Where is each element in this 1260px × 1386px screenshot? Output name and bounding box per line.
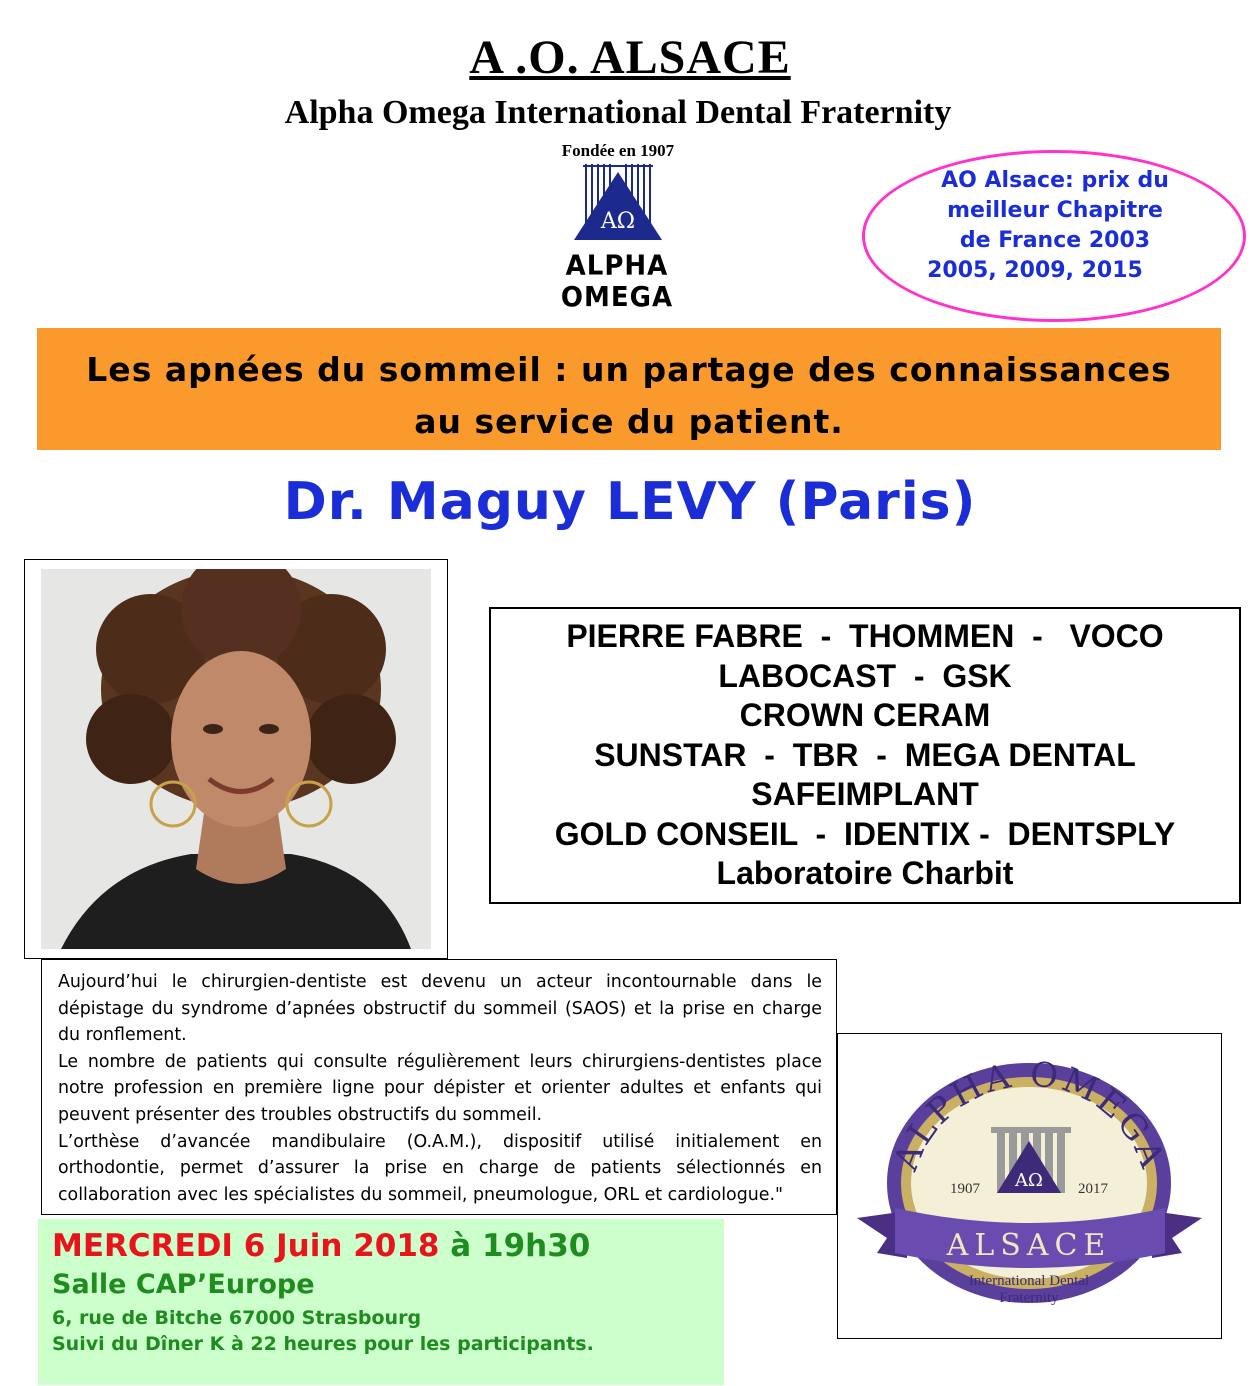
award-line: AO Alsace: prix du (941, 168, 1169, 193)
topic-line: au service du patient. (414, 402, 844, 441)
svg-text:AΩ: AΩ (600, 209, 636, 234)
sponsor-line: CROWN CERAM (739, 697, 991, 733)
alpha-omega-logo-text: ALPHA OMEGA (560, 250, 674, 314)
event-datetime (52, 1228, 590, 1264)
award-line: meilleur Chapitre (947, 198, 1163, 223)
event-time-prefix: à (439, 1228, 483, 1264)
event-time: 19h30 (482, 1228, 591, 1264)
sponsor-line: GOLD CONSEIL - IDENTIX - DENTSPLY (554, 815, 1176, 852)
badge-ribbon-text: ALSACE (946, 1228, 1112, 1263)
description-paragraph: L’orthèse d’avancée mandibulaire (O.A.M.), dispositif utilisé initialement en orthodontie, permet d’assurer la prise en charge de patients sélectionnés en collaboration avec les spécialistes du sommeil, pneumologue, ORL et cardiologue." (58, 1131, 822, 1205)
page-subtitle: Alpha Omega International Dental Fraternity (284, 94, 952, 131)
event-address: 6, rue de Bitche 67000 Strasbourg (52, 1307, 422, 1329)
page-title: A .O. ALSACE (469, 31, 791, 84)
description-paragraph: Le nombre de patients qui consulte régulièrement leurs chirurgiens-dentistes place notre profession en première ligne pour dépister et orienter adultes et enfants qui peuvent présenter des troubles obstructifs du sommeil. (58, 1051, 822, 1125)
description-paragraph: Aujourd’hui le chirurgien-dentiste est devenu un acteur incontournable dans le dépistage du syndrome d’apnées obstructif du sommeil (SAOS) et la prise en charge du ronflement. (58, 972, 822, 1046)
sponsor-line: PIERRE FABRE - THOMMEN - VOCO (566, 618, 1164, 654)
sponsor-line: SAFEIMPLANT (751, 776, 979, 812)
award-line: 2005, 2009, 2015 (927, 258, 1143, 283)
description-text (58, 969, 822, 1208)
sponsor-line: LABOCAST - GSK (718, 657, 1012, 694)
badge-year-right: 2017 (1078, 1181, 1108, 1197)
badge-arc-text: ALPHA OMEGA (886, 1054, 1173, 1176)
badge-symbol: AΩ (1015, 1170, 1043, 1191)
event-date: MERCREDI 6 Juin 2018 (52, 1228, 440, 1264)
award-line: de France 2003 (959, 228, 1151, 253)
sponsors-list (489, 617, 1241, 894)
topic-banner-text (37, 344, 1221, 448)
sponsor-line: Laboratoire Charbit (716, 855, 1014, 891)
event-dinner: Suivi du Dîner K à 22 heures pour les participants. (52, 1333, 594, 1355)
badge-year-left: 1907 (950, 1181, 980, 1197)
founded-date: Fondée en 1907 (561, 141, 675, 160)
topic-line: Les apnées du sommeil : un partage des connaissances (86, 350, 1172, 389)
speaker-name: Dr. Maguy LEVY (Paris) (283, 472, 977, 532)
badge-line2: Fraternity (999, 1290, 1059, 1306)
award-text (905, 166, 1205, 286)
sponsor-line: SUNSTAR - TBR - MEGA DENTAL (594, 736, 1136, 773)
badge-line1: International Dental (968, 1273, 1090, 1289)
event-venue: Salle CAP’Europe (52, 1269, 315, 1300)
speaker-photo (41, 569, 431, 949)
alpha-omega-alsace-badge (847, 1043, 1212, 1329)
